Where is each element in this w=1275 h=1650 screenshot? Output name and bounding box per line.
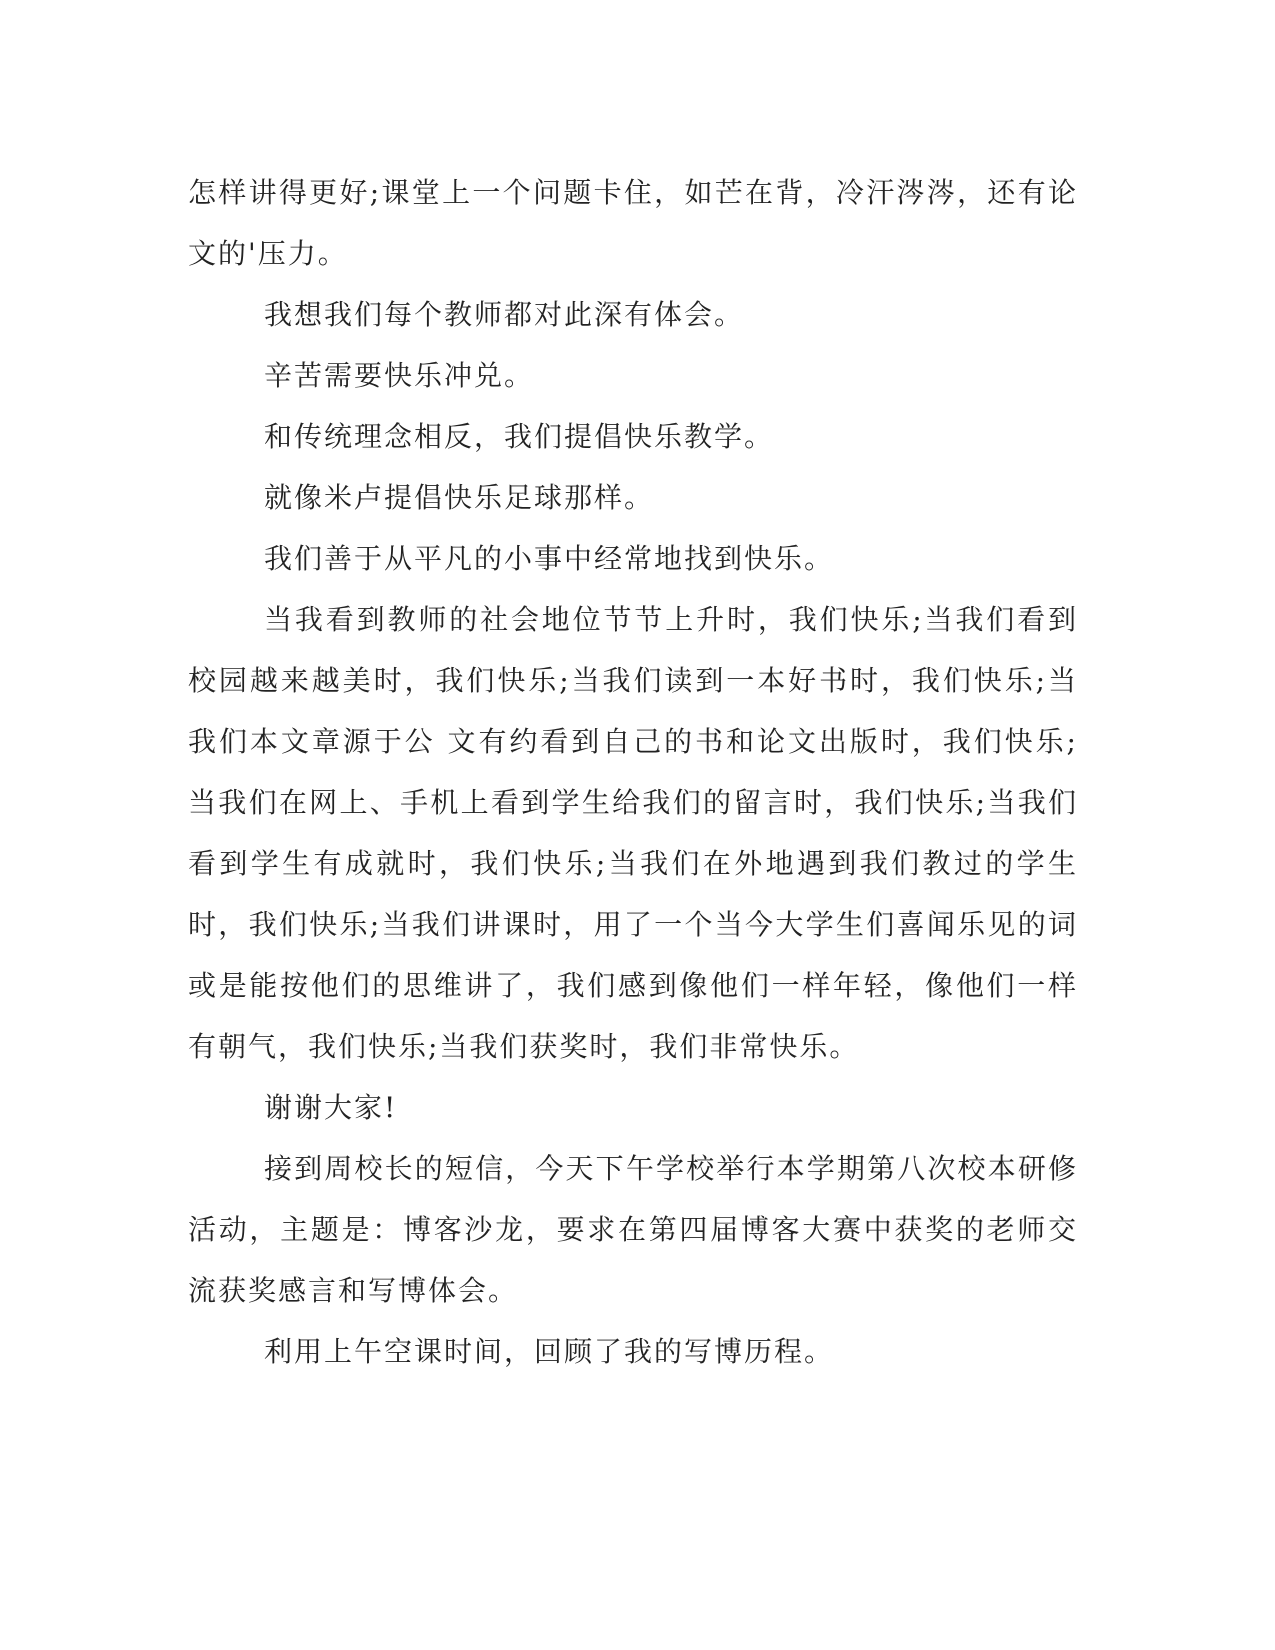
paragraph-3: 辛苦需要快乐冲兑。 [264, 359, 535, 392]
paragraph-1: 怎样讲得更好;课堂上一个问题卡住，如芒在背，冷汗涔涔，还有论文的'压力。 [188, 176, 1078, 270]
paragraph-6: 我们善于从平凡的小事中经常地找到快乐。 [264, 542, 835, 575]
paragraph-5: 就像米卢提倡快乐足球那样。 [264, 481, 655, 514]
paragraph-8: 谢谢大家! [264, 1091, 398, 1124]
paragraph-7: 当我看到教师的社会地位节节上升时，我们快乐;当我们看到校园越来越美时，我们快乐;当我们读到一本好书时，我们快乐;当我们本文章源于公 文有约看到自己的书和论文出版时，我们快乐;当我们在网上、手机上看到学生给我们的留言时，我们快乐;当我们看到学生有成就时，我们快乐;当我们在外地遇到我们教过的学生时，我们快乐;当我们讲课时，用了一个当今大学生们喜闻乐见的词或是能按他们的思维讲了，我们感到像他们一样年轻，像他们一样有朝气，我们快乐;当我们获奖时，我们非常快乐。 [188, 603, 1078, 1063]
document-body [188, 162, 1078, 1382]
paragraph-4: 和传统理念相反，我们提倡快乐教学。 [264, 420, 775, 453]
paragraph-9: 接到周校长的短信，今天下午学校举行本学期第八次校本研修活动，主题是：博客沙龙，要求在第四届博客大赛中获奖的老师交流获奖感言和写博体会。 [188, 1152, 1078, 1307]
paragraph-10: 利用上午空课时间，回顾了我的写博历程。 [264, 1335, 835, 1368]
paragraph-2: 我想我们每个教师都对此深有体会。 [264, 298, 745, 331]
